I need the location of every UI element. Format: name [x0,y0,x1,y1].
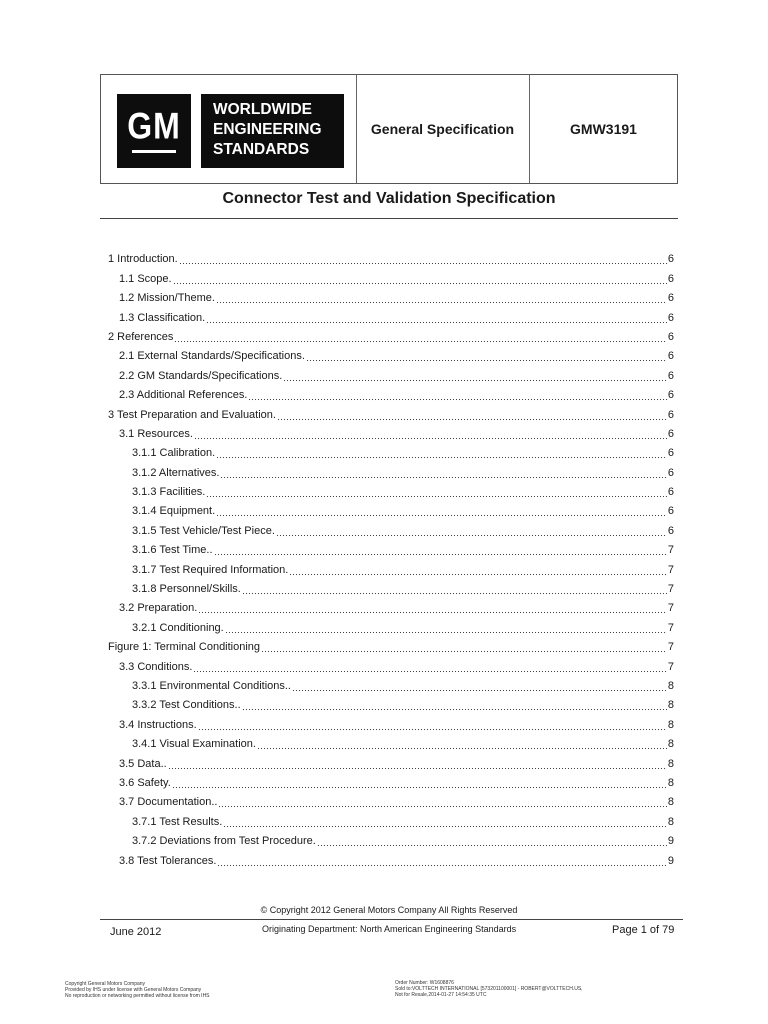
toc-entry[interactable] [108,499,674,518]
toc-dot-leader [218,796,666,808]
toc-entry-page: 6 [667,505,674,518]
toc-entry-label: 3.4 Instructions. [119,718,197,731]
toc-entry-page: 8 [667,757,674,770]
toc-entry-label: 3.5 Data.. [119,757,167,770]
toc-entry[interactable] [108,344,674,363]
toc-dot-leader [168,758,667,770]
toc-entry-label: 3.7 Documentation.. [119,796,218,809]
toc-entry-page: 7 [667,563,674,576]
toc-dot-leader [225,622,667,634]
toc-entry[interactable] [108,654,674,673]
toc-dot-leader [261,641,667,653]
toc-entry-page: 7 [667,660,674,673]
toc-dot-leader [216,292,667,304]
toc-entry[interactable] [108,518,674,537]
toc-dot-leader [198,719,667,731]
toc-entry-label: 2 References [108,330,174,343]
table-of-contents [108,247,674,868]
toc-entry-label: Figure 1: Terminal Conditioning [108,641,261,654]
toc-entry-page: 8 [667,679,674,692]
toc-entry[interactable] [108,751,674,770]
gm-logo-bar [132,150,176,153]
toc-entry[interactable] [108,829,674,848]
toc-entry[interactable] [108,247,674,266]
toc-entry[interactable] [108,790,674,809]
toc-entry-label: 3.3 Conditions. [119,660,193,673]
toc-dot-leader [276,525,667,537]
toc-entry-label: 3.1.4 Equipment. [132,505,216,518]
footer-rule [100,919,683,920]
gm-logo-text: GM [127,104,181,147]
fineprint-line: Provided by IHS under license with General Motors Company [65,987,202,993]
toc-entry-label: 2.2 GM Standards/Specifications. [119,369,283,382]
toc-entry-page: 6 [667,466,674,479]
toc-dot-leader [292,680,667,692]
toc-entry[interactable] [108,305,674,324]
copyright-notice: © Copyright 2012 General Motors Company All Rights Reserved [260,905,518,915]
toc-dot-leader [179,253,667,265]
toc-entry-page: 8 [667,699,674,712]
toc-entry-page: 8 [667,815,674,828]
toc-entry[interactable] [108,557,674,576]
toc-entry[interactable] [108,732,674,751]
toc-entry[interactable] [108,266,674,285]
toc-entry[interactable] [108,480,674,499]
toc-entry-label: 1.3 Classification. [119,311,206,324]
toc-entry-page: 8 [667,718,674,731]
toc-dot-leader [214,544,667,556]
toc-entry-page: 8 [667,776,674,789]
toc-entry-label: 3.1.7 Test Required Information. [132,563,289,576]
toc-entry[interactable] [108,325,674,344]
document-title: Connector Test and Validation Specification [222,190,556,207]
toc-entry-label: 1.1 Scope. [119,272,172,285]
toc-entry[interactable] [108,848,674,867]
license-fineprint-right [395,980,583,998]
toc-dot-leader [173,273,667,285]
toc-entry-page: 6 [667,524,674,537]
toc-entry[interactable] [108,635,674,654]
toc-entry-page: 6 [667,408,674,421]
toc-entry-label: 1 Introduction. [108,253,178,266]
toc-entry-label: 2.3 Additional References. [119,389,248,402]
toc-dot-leader [242,583,667,595]
toc-entry-page: 8 [667,738,674,751]
toc-entry[interactable] [108,538,674,557]
toc-entry-label: 3.1.5 Test Vehicle/Test Piece. [132,524,275,537]
toc-entry-label: 3.1.6 Test Time.. [132,544,213,557]
fineprint-line: No reproduction or networking permitted without license from IHS [65,993,210,999]
spec-number: GMW3191 [570,121,637,137]
toc-dot-leader [194,428,667,440]
toc-entry-label: 3.4.1 Visual Examination. [132,738,256,751]
toc-entry-label: 3.6 Safety. [119,776,171,789]
toc-entry-label: 3.8 Test Tolerances. [119,854,217,867]
toc-entry-page: 6 [667,272,674,285]
toc-entry-page: 6 [667,427,674,440]
toc-entry-label: 2.1 External Standards/Specifications. [119,350,305,363]
toc-entry-label: 3.1.3 Facilities. [132,486,206,499]
footer-date: June 2012 [110,926,162,938]
toc-entry-page: 6 [667,447,674,460]
toc-dot-leader [306,350,667,362]
fineprint-line: Copyright General Motors Company [65,981,146,987]
toc-entry-page: 9 [667,854,674,867]
toc-entry[interactable] [108,441,674,460]
spec-header-box [100,74,678,184]
toc-dot-leader [223,816,667,828]
toc-dot-leader [257,738,667,750]
toc-dot-leader [216,505,667,517]
toc-entry-label: 3.1 Resources. [119,427,193,440]
toc-entry[interactable] [108,422,674,441]
toc-entry[interactable] [108,712,674,731]
logo-title-line: WORLDWIDE [213,101,313,118]
toc-entry-label: 1.2 Mission/Theme. [119,292,215,305]
toc-entry-page: 6 [667,350,674,363]
toc-dot-leader [277,409,667,421]
fineprint-line: Sold to:VOLTTECH INTERNATIONAL [573201100001] - ROBERT@VOLTTECH.US, [395,986,583,992]
footer-page-number: Page 1 of 79 [612,924,675,936]
toc-entry-page: 6 [667,330,674,343]
toc-dot-leader [289,564,667,576]
toc-entry-label: 3.7.1 Test Results. [132,815,223,828]
toc-dot-leader [220,467,666,479]
toc-entry[interactable] [108,771,674,790]
toc-entry-label: 3 Test Preparation and Evaluation. [108,408,276,421]
toc-entry-page: 6 [667,292,674,305]
toc-entry-label: 3.1.8 Personnel/Skills. [132,583,241,596]
fineprint-line: Order Number: W1608876 [395,980,454,986]
toc-dot-leader [317,835,667,847]
toc-entry[interactable] [108,286,674,305]
logo-title-line: STANDARDS [213,141,310,158]
footer-department: Originating Department: North American Engineering Standards [262,924,517,934]
toc-entry-page: 7 [667,583,674,596]
toc-entry-label: 3.2 Preparation. [119,602,198,615]
toc-dot-leader [217,855,666,867]
toc-dot-leader [248,389,666,401]
toc-dot-leader [193,661,666,673]
toc-entry-label: 3.7.2 Deviations from Test Procedure. [132,835,316,848]
toc-entry-page: 6 [667,369,674,382]
toc-entry[interactable] [108,383,674,402]
toc-entry[interactable] [108,693,674,712]
toc-dot-leader [242,699,667,711]
license-fineprint-left [65,981,210,999]
spec-type: General Specification [370,121,515,137]
toc-dot-leader [174,331,666,343]
toc-entry[interactable] [108,809,674,828]
toc-entry-label: 3.1.2 Alternatives. [132,466,220,479]
fineprint-line: Not for Resale,2014-01-27 14:54:35 UTC [395,992,487,998]
toc-entry-page: 7 [667,544,674,557]
toc-entry-label: 3.2.1 Conditioning. [132,621,224,634]
toc-dot-leader [198,602,667,614]
toc-dot-leader [206,312,667,324]
toc-entry-page: 6 [667,486,674,499]
toc-entry-label: 3.1.1 Calibration. [132,447,216,460]
logo-title-line: ENGINEERING [213,121,322,138]
toc-dot-leader [172,777,667,789]
toc-entry[interactable] [108,674,674,693]
toc-entry-page: 9 [667,835,674,848]
toc-dot-leader [216,447,667,459]
toc-entry-page: 7 [667,621,674,634]
toc-entry-page: 8 [667,796,674,809]
toc-entry-page: 7 [667,641,674,654]
toc-entry[interactable] [108,596,674,615]
toc-dot-leader [206,486,667,498]
toc-entry[interactable] [108,460,674,479]
toc-entry-label: 3.3.1 Environmental Conditions.. [132,679,291,692]
title-rule [100,218,678,219]
standards-logo-title [201,94,344,168]
toc-entry-page: 6 [667,311,674,324]
toc-dot-leader [283,370,667,382]
toc-entry-label: 3.3.2 Test Conditions.. [132,699,241,712]
toc-entry-page: 6 [667,253,674,266]
toc-entry[interactable] [108,615,674,634]
toc-entry-page: 7 [667,602,674,615]
toc-entry[interactable] [108,363,674,382]
toc-entry[interactable] [108,402,674,421]
toc-entry-page: 6 [667,389,674,402]
gm-logo [117,94,191,168]
toc-entry[interactable] [108,577,674,596]
